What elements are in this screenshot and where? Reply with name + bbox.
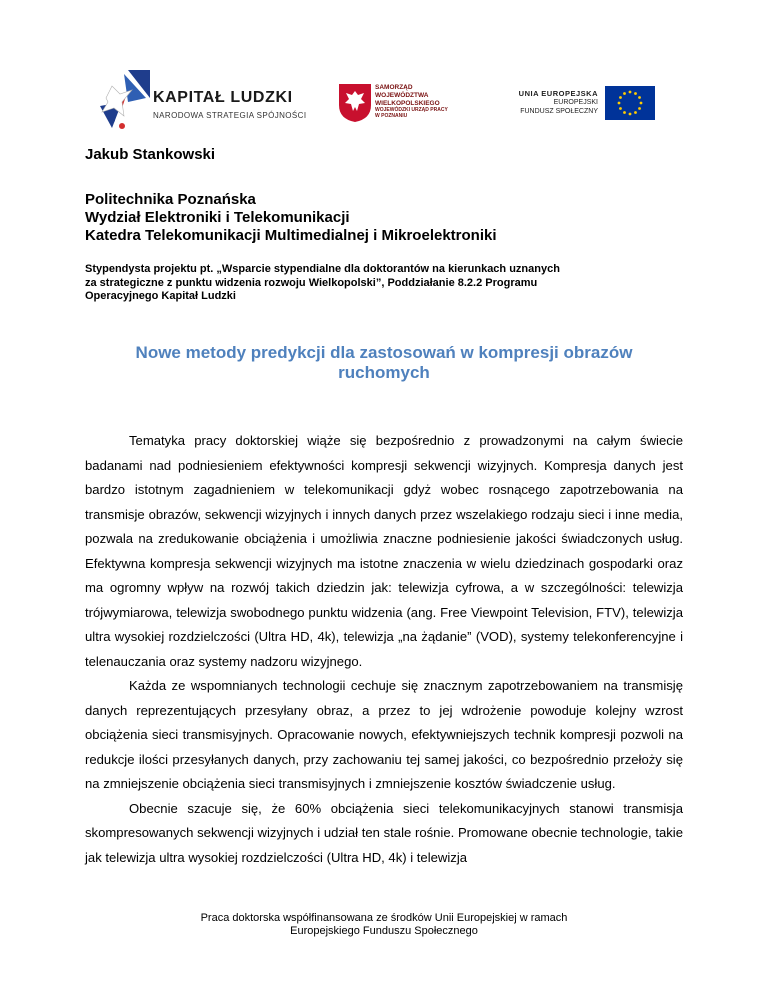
eu-star-icon: [623, 92, 626, 95]
wup-name: [375, 107, 465, 119]
scholarship-note: [85, 263, 685, 304]
title-line: ruchomych: [338, 363, 430, 382]
ue-line2: EUROPEJSKI: [553, 99, 598, 106]
department: Katedra Telekomunikacji Multimedialnej i Mikroelektroniki: [85, 227, 497, 244]
document-title: [100, 343, 668, 383]
samorzad-shield-icon: [338, 83, 372, 123]
kapital-ludzki-emblem-icon: [98, 68, 150, 134]
faculty: Wydział Elektroniki i Telekomunikacji: [85, 209, 350, 226]
eu-star-icon: [619, 96, 622, 99]
paragraph: Tematyka pracy doktorskiej wiąże się bezpośrednio z prowadzonymi na całym świecie badanami nad podniesieniem efektywności kompresji sekwencji wizyjnych. Kompresja danych jest bardzo istotnym zagadnieniem w telekomunikacji gdyż wobec rosnącego zapotrzebowania na transmisje obrazów, sekwencji wizyjnych i innych danych przez wszelakiego rodzaju sieci i inne media, pozwala na zredukowanie obciążenia i umożliwia znaczne podniesienie jakości świadczonych usług. Efektywna kompresja sekwencji wizyjnych ma istotne znaczenia w wielu dziedzinach gospodarki oraz ma ogromny wpływ na rozwój takich dziedzin jak: telewizja cyfrowa, a w szczególności: telewizja trójwymiarowa, telewizja swobodnego punktu widzenia (ang. Free Viewpoint Television, FTV), telewizja ultra wysokiej rozdzielczości (Ultra HD, 4k), telewizja „na żądanie” (VOD), systemy telekonferencyjne i telenauczania oraz systemy nadzoru wizyjnego.: [85, 433, 683, 669]
footer-line: Praca doktorska współfinansowana ze środków Unii Europejskiej w ramach: [200, 912, 568, 924]
scholarship-line: za strategiczne z punktu widzenia rozwoju Wielkopolski”, Poddziałanie 8.2.2 Programu: [85, 276, 538, 289]
eu-star-icon: [638, 96, 641, 99]
samorzad-name: [375, 84, 465, 108]
eu-star-icon: [638, 107, 641, 110]
eu-star-icon: [618, 102, 621, 105]
eu-star-icon: [629, 91, 632, 94]
kapital-ludzki-tagline: NARODOWA STRATEGIA SPÓJNOŚCI: [153, 111, 307, 120]
scholarship-line: Stypendysta projektu pt. „Wsparcie stypendialne dla doktorantów na kierunkach uznanych: [85, 263, 560, 275]
footer-line: Europejskiego Funduszu Społecznego: [290, 925, 478, 937]
paragraph: Każda ze wspomnianych technologii cechuje się znacznym zapotrzebowaniem na transmisję danych reprezentujących przesyłany obraz, a przez to jej wdrożenie powoduje kolejny wzrost obciążenia sieci transmisyjnych. Opracowanie nowych, efektywniejszych technik kompresji pozwoli na redukcje ilości przesyłanych danych, przy zachowaniu tej samej jakości, co bezpośrednio przełoży się na zmniejszenie obciążenia sieci transmisyjnych i zmniejszenie kosztów świadczenie usług.: [85, 678, 683, 791]
affiliation: [85, 191, 497, 245]
author-name: Jakub Stankowski: [85, 146, 216, 163]
samorzad-line1: SAMORZĄD WOJEWÓDZTWA: [375, 84, 429, 99]
kapital-ludzki-name: KAPITAŁ LUDZKI: [153, 89, 293, 106]
scholarship-line: Operacyjnego Kapitał Ludzki: [85, 290, 236, 302]
eu-star-icon: [629, 113, 632, 116]
eu-star-icon: [619, 107, 622, 110]
body-text: [85, 429, 683, 870]
samorzad-line3: WOJEWÓDZKI URZĄD PRACY: [375, 107, 448, 113]
eu-star-icon: [640, 102, 643, 105]
ue-line1: UNIA EUROPEJSKA: [518, 89, 598, 98]
eu-star-icon: [634, 111, 637, 114]
title-line: Nowe metody predykcji dla zastosowań w kompresji obrazów: [135, 343, 633, 362]
eu-flag-icon: [605, 86, 655, 120]
paragraph: Obecnie szacuje się, że 60% obciążenia sieci telekomunikacyjnych stanowi transmisja skompresowanych sekwencji wizyjnych i udział ten stale rośnie. Promowane obecnie technologie, takie jak telewizja ultra wysokiej rozdzielczości (Ultra HD, 4k) i telewizja: [85, 800, 683, 865]
eu-star-icon: [634, 92, 637, 95]
eu-star-icon: [623, 111, 626, 114]
samorzad-line4: W POZNANIU: [375, 113, 408, 119]
university: Politechnika Poznańska: [85, 191, 256, 208]
footer-note: [150, 912, 618, 938]
samorzad-line2: WIELKOPOLSKIEGO: [375, 100, 440, 107]
ue-label: [485, 89, 598, 116]
ue-line3: FUNDUSZ SPOŁECZNY: [520, 108, 598, 115]
